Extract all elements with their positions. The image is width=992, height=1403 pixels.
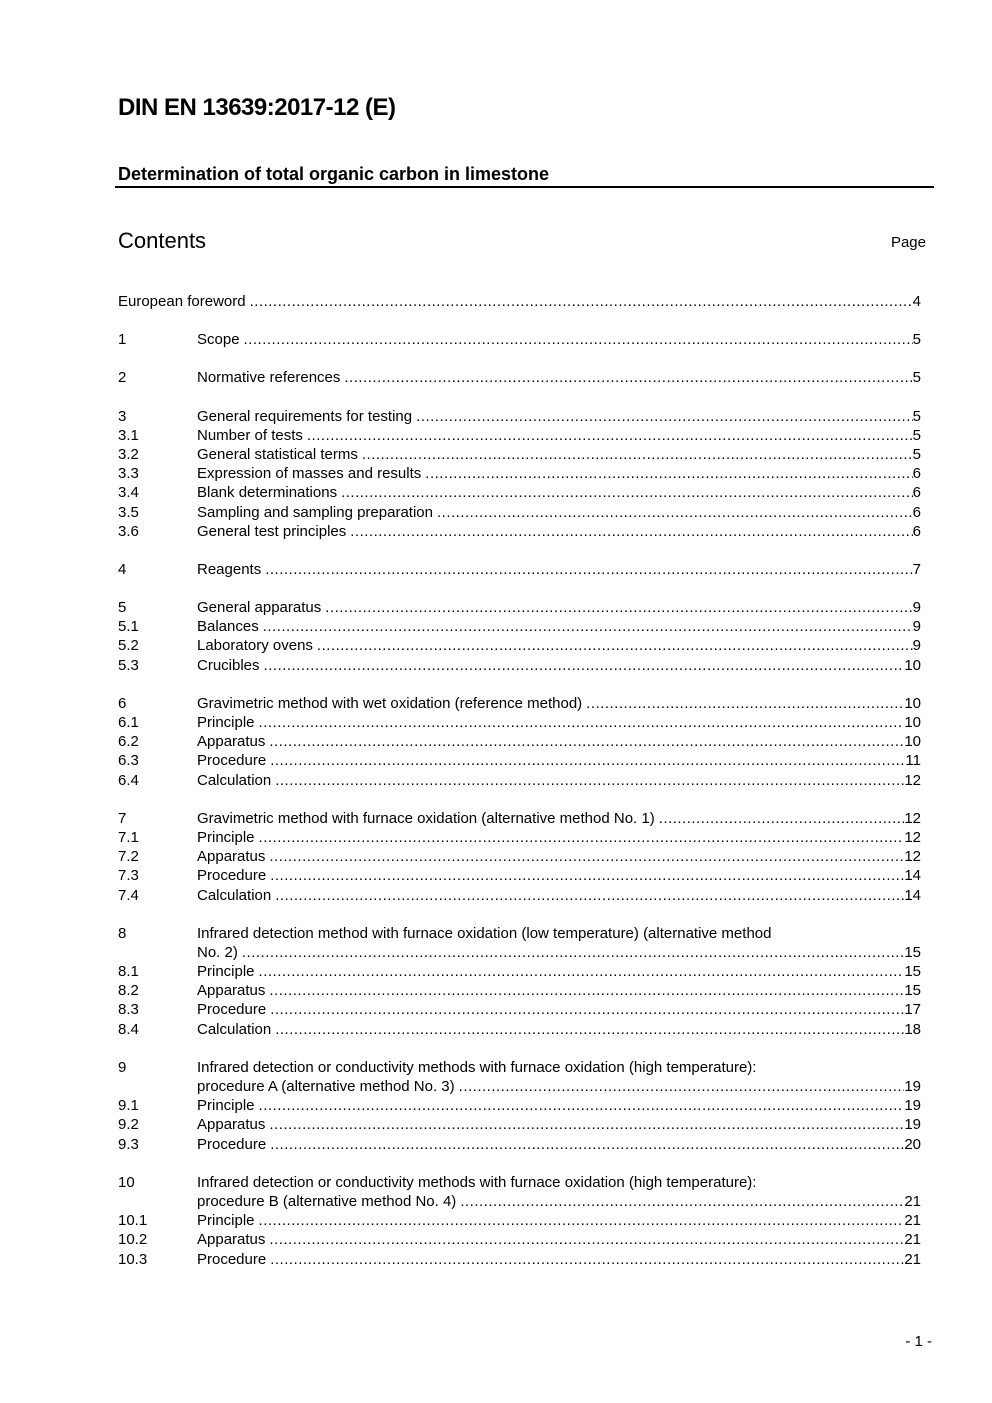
toc-title: Apparatus [197, 982, 266, 1000]
dot-leader [362, 445, 913, 464]
toc-entry[interactable] [118, 1250, 921, 1269]
toc-title: Procedure [197, 1135, 267, 1153]
dot-leader [263, 617, 913, 636]
title-rule [115, 186, 934, 188]
toc-title: Sampling and sampling preparation [197, 503, 433, 521]
dot-leader [269, 1115, 904, 1134]
toc-title: Laboratory ovens [197, 637, 313, 655]
toc-number: 3.2 [118, 445, 139, 463]
toc-entry[interactable] [118, 1115, 921, 1134]
toc-number: 8 [118, 924, 127, 942]
toc-entry[interactable] [118, 1211, 921, 1230]
toc-entry[interactable] [118, 713, 921, 732]
toc-entry[interactable] [118, 445, 921, 464]
toc-number: 7 [118, 809, 127, 827]
toc-number: 8.1 [118, 963, 139, 981]
dot-leader [341, 483, 913, 502]
toc-title: Procedure [197, 867, 267, 885]
toc-entry-continuation[interactable] [118, 1192, 921, 1211]
dot-leader [244, 330, 913, 349]
toc-entry[interactable] [118, 1096, 921, 1115]
toc-page: 21 [904, 1192, 921, 1210]
toc-page: 20 [904, 1135, 921, 1153]
dot-leader [250, 292, 913, 311]
toc-page: 6 [912, 522, 921, 540]
toc-number: 3.5 [118, 503, 139, 521]
toc-title: Procedure [197, 1250, 267, 1268]
toc-number: 3.3 [118, 465, 139, 483]
toc-page: 12 [904, 848, 921, 866]
toc-page: 21 [904, 1212, 921, 1230]
toc-number: 3.6 [118, 522, 139, 540]
toc-title: Principle [197, 1097, 255, 1115]
toc-page: 6 [912, 465, 921, 483]
toc-page: 10 [904, 714, 921, 731]
toc-number: 9.2 [118, 1116, 139, 1134]
toc-page: 10 [904, 733, 921, 751]
toc-entry[interactable] [118, 981, 921, 1000]
toc-page: 15 [904, 982, 921, 1000]
toc-title: Expression of masses and results [197, 465, 422, 483]
toc-page: 7 [912, 560, 921, 578]
dot-leader [459, 1077, 905, 1096]
toc-title: Reagents [197, 560, 262, 578]
dot-leader [344, 368, 912, 387]
toc-page: 19 [904, 1097, 921, 1115]
toc-number: 8.2 [118, 982, 139, 1000]
toc-page: 6 [912, 484, 921, 502]
toc-entry[interactable] [118, 1000, 921, 1019]
toc-number: 7.3 [118, 867, 139, 885]
toc-title: Apparatus [197, 733, 266, 751]
toc-page: 15 [904, 943, 921, 961]
toc-page: 19 [904, 1116, 921, 1134]
toc-page: 10 [904, 694, 921, 712]
toc-page: 11 [905, 752, 921, 770]
toc-title: Apparatus [197, 1231, 266, 1249]
toc-title: Principle [197, 714, 255, 731]
toc-page: 12 [904, 828, 921, 846]
toc-number: 5.1 [118, 618, 139, 636]
toc-number: 5.3 [118, 656, 139, 674]
toc-page: 5 [912, 445, 921, 463]
toc-number: 7.1 [118, 828, 139, 846]
toc-title-continuation: No. 2) [197, 943, 238, 961]
toc-page: 14 [904, 886, 921, 904]
toc-entry[interactable] [118, 560, 921, 579]
toc-number-spacer [118, 1077, 197, 1096]
dot-leader [270, 1250, 904, 1269]
toc-entry[interactable] [118, 503, 921, 522]
toc-number: 6.2 [118, 733, 139, 751]
dot-leader [270, 866, 904, 885]
dot-leader [307, 426, 913, 445]
dot-leader [259, 828, 905, 847]
dot-leader [275, 1020, 904, 1039]
dot-leader [269, 1230, 904, 1249]
toc-entry[interactable] [118, 656, 921, 675]
toc-number: 3.4 [118, 484, 139, 502]
toc-entry[interactable] [118, 732, 921, 751]
toc-number: 8.3 [118, 1001, 139, 1019]
dot-leader [659, 809, 905, 828]
toc-number: 5 [118, 599, 127, 617]
toc-entry[interactable] [118, 1020, 921, 1039]
toc-title: Principle [197, 1212, 255, 1230]
toc-number: 7.4 [118, 886, 139, 904]
toc-number: 10 [118, 1173, 135, 1191]
toc-page: 4 [912, 293, 921, 310]
toc-title-continuation: procedure B (alternative method No. 4) [197, 1192, 457, 1210]
contents-heading: Contents [118, 228, 207, 253]
toc-number: 10.3 [118, 1250, 148, 1268]
toc-number: 9.1 [118, 1097, 139, 1115]
dot-leader [275, 886, 904, 905]
toc-number: 3 [118, 407, 127, 425]
toc-title-continuation: procedure A (alternative method No. 3) [197, 1078, 455, 1095]
toc-title: Apparatus [197, 1116, 266, 1134]
toc-page: 12 [904, 809, 921, 827]
toc-number: 7.2 [118, 848, 139, 866]
toc-number: 2 [118, 369, 127, 387]
toc-number: 3.1 [118, 426, 139, 444]
toc-entry[interactable] [118, 886, 921, 905]
dot-leader [242, 943, 904, 962]
toc-page: 5 [912, 331, 921, 349]
document-id: DIN EN 13639:2017-12 (E) [118, 94, 396, 121]
dot-leader [350, 522, 912, 541]
toc-title: Gravimetric method with wet oxidation (reference method) [197, 694, 583, 712]
toc-title: Calculation [197, 771, 272, 789]
toc-title: Infrared detection or conductivity methods with furnace oxidation (high temperature): [197, 1058, 757, 1076]
toc-page: 9 [912, 618, 921, 636]
toc-entry[interactable] [118, 407, 921, 426]
toc-page: 5 [912, 426, 921, 444]
toc-title: General statistical terms [197, 445, 358, 463]
toc-title: Calculation [197, 1020, 272, 1038]
toc-entry[interactable] [118, 483, 921, 502]
toc-page: 18 [904, 1020, 921, 1038]
toc-title: Gravimetric method with furnace oxidation (alternative method No. 1) [197, 809, 655, 827]
toc-title: Principle [197, 963, 255, 981]
dot-leader [269, 732, 904, 751]
dot-leader [416, 407, 913, 426]
toc-page: 12 [904, 771, 921, 789]
dot-leader [259, 713, 905, 732]
toc-number-spacer [118, 1192, 197, 1211]
toc-title: Scope [197, 331, 240, 349]
toc-page: 6 [912, 503, 921, 521]
toc-number: 6 [118, 694, 127, 712]
dot-leader [259, 1211, 905, 1230]
toc-page: 9 [912, 637, 921, 655]
toc-title: Procedure [197, 1001, 267, 1019]
dot-leader [259, 1096, 905, 1115]
toc-page: 21 [904, 1231, 921, 1249]
toc-entry[interactable] [118, 1135, 921, 1154]
toc-title: General test principles [197, 522, 347, 540]
toc-number: 9.3 [118, 1135, 139, 1153]
toc-entry[interactable] [118, 828, 921, 847]
toc-entry[interactable] [118, 598, 921, 617]
toc-entry[interactable] [118, 368, 921, 387]
toc-title: General requirements for testing [197, 407, 413, 425]
toc-entry-continuation[interactable] [118, 1077, 921, 1096]
toc-page: 10 [904, 656, 921, 674]
toc-number: 6.3 [118, 752, 139, 770]
toc-entry[interactable] [118, 771, 921, 790]
dot-leader [325, 598, 912, 617]
toc-number: 5.2 [118, 637, 139, 655]
toc-number: 9 [118, 1058, 127, 1076]
toc-title: Infrared detection method with furnace oxidation (low temperature) (alternative method [197, 924, 772, 942]
toc-entry[interactable] [118, 1058, 921, 1077]
toc-entry[interactable] [118, 292, 921, 311]
dot-leader [437, 503, 913, 522]
toc-title: Normative references [197, 369, 341, 387]
dot-leader [259, 962, 905, 981]
toc-page: 21 [904, 1250, 921, 1268]
toc-entry[interactable] [118, 617, 921, 636]
toc-number: 10.1 [118, 1212, 148, 1230]
toc-title: Principle [197, 828, 255, 846]
toc-number: 4 [118, 560, 127, 578]
toc-title: Infrared detection or conductivity methods with furnace oxidation (high temperature): [197, 1173, 757, 1191]
toc-entry[interactable] [118, 694, 921, 713]
toc-entry[interactable] [118, 866, 921, 885]
toc-page: 9 [912, 599, 921, 617]
toc-title: Procedure [197, 752, 267, 770]
toc-page: 17 [904, 1001, 921, 1019]
toc-entry[interactable] [118, 924, 921, 943]
toc-page: 15 [904, 963, 921, 981]
toc-entry[interactable] [118, 464, 921, 483]
dot-leader [270, 1000, 904, 1019]
toc-title: European foreword [118, 293, 246, 310]
toc-number: 6.1 [118, 714, 139, 731]
dot-leader [586, 694, 904, 713]
toc-entry[interactable] [118, 522, 921, 541]
dot-leader [317, 636, 913, 655]
toc-entry[interactable] [118, 847, 921, 866]
dot-leader [270, 1135, 904, 1154]
dot-leader [264, 656, 905, 675]
toc-entry[interactable] [118, 636, 921, 655]
toc-entry[interactable] [118, 809, 921, 828]
toc-entry[interactable] [118, 426, 921, 445]
dot-leader [265, 560, 912, 579]
toc-page: 5 [912, 407, 921, 425]
toc-entry[interactable] [118, 330, 921, 349]
toc-entry[interactable] [118, 751, 921, 770]
toc-entry[interactable] [118, 1173, 921, 1192]
toc-title: General apparatus [197, 599, 322, 617]
page-column-heading: Page [890, 234, 926, 251]
toc-title: Balances [197, 618, 259, 636]
toc-number: 6.4 [118, 771, 139, 789]
toc-number-spacer [118, 943, 197, 962]
toc-title: Calculation [197, 886, 272, 904]
dot-leader [269, 981, 904, 1000]
toc-entry-continuation[interactable] [118, 943, 921, 962]
toc-number: 10.2 [118, 1231, 148, 1249]
toc-page: 5 [912, 369, 921, 387]
toc-title: Apparatus [197, 848, 266, 866]
toc-title: Blank determinations [197, 484, 338, 502]
toc-number: 1 [118, 331, 127, 349]
toc-page: 14 [904, 867, 921, 885]
toc-entry[interactable] [118, 1230, 921, 1249]
toc-title: Number of tests [197, 426, 303, 444]
dot-leader [269, 847, 904, 866]
toc-title: Crucibles [197, 656, 260, 674]
document-title: Determination of total organic carbon in limestone [118, 164, 550, 184]
dot-leader [270, 751, 905, 770]
dot-leader [425, 464, 912, 483]
toc-number: 8.4 [118, 1020, 139, 1038]
dot-leader [460, 1192, 904, 1211]
toc-page: 19 [904, 1078, 921, 1095]
page-number: - 1 - [905, 1333, 932, 1350]
dot-leader [275, 771, 904, 790]
table-of-contents [118, 292, 921, 1269]
toc-entry[interactable] [118, 962, 921, 981]
